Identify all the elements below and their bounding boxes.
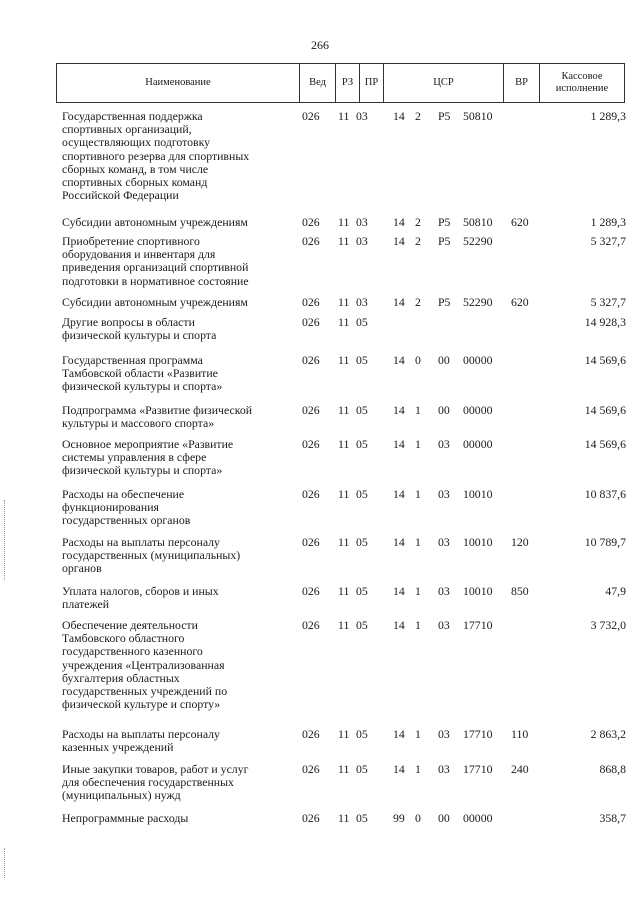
row-rz: 11	[338, 762, 350, 776]
row-csr-2: 1	[415, 584, 421, 598]
row-csr-3: P5	[438, 215, 451, 229]
row-sum: 10 789,7	[584, 535, 626, 549]
row-csr-2: 2	[415, 109, 421, 123]
row-csr-3: 00	[438, 403, 450, 417]
row-rz: 11	[338, 215, 350, 229]
row-csr-4: 00000	[463, 403, 493, 417]
row-name: Иные закупки товаров, работ и услуг для обеспечения государственных (муниципальных) нужд	[62, 762, 249, 803]
row-ved: 026	[302, 403, 320, 417]
row-csr-4: 52290	[463, 234, 493, 248]
row-pr: 03	[356, 109, 368, 123]
row-csr-4: 52290	[463, 295, 493, 309]
row-ved: 026	[302, 215, 320, 229]
row-csr-2: 1	[415, 437, 421, 451]
row-csr-3: P5	[438, 109, 451, 123]
row-csr-3: 00	[438, 353, 450, 367]
row-name: Расходы на обеспечение функционирования государственных органов	[62, 487, 191, 528]
row-name: Другие вопросы в области физической культуры и спорта	[62, 315, 217, 343]
row-pr: 05	[356, 353, 368, 367]
row-csr-4: 10010	[463, 487, 493, 501]
row-csr-2: 1	[415, 727, 421, 741]
row-pr: 05	[356, 535, 368, 549]
row-csr-4: 50810	[463, 215, 493, 229]
header-rz: РЗ	[335, 64, 359, 102]
row-ved: 026	[302, 535, 320, 549]
row-ved: 026	[302, 295, 320, 309]
row-name: Субсидии автономным учреждениям	[62, 295, 248, 309]
row-name: Уплата налогов, сборов и иных платежей	[62, 584, 219, 612]
row-csr-1: 14	[393, 535, 405, 549]
header-name: Наименование	[145, 76, 211, 88]
row-rz: 11	[338, 487, 350, 501]
row-csr-4: 17710	[463, 618, 493, 632]
row-name: Приобретение спортивного оборудования и инвентаря для приведения организаций спортивной подготовки в нормативное состояние	[62, 234, 249, 288]
row-sum: 10 837,6	[584, 487, 626, 501]
row-sum: 5 327,7	[590, 295, 626, 309]
row-csr-3: 03	[438, 487, 450, 501]
row-csr-3: 03	[438, 535, 450, 549]
row-csr-1: 14	[393, 727, 405, 741]
scan-margin-mark	[4, 500, 7, 580]
row-csr-3: 03	[438, 727, 450, 741]
row-pr: 05	[356, 315, 368, 329]
row-pr: 05	[356, 437, 368, 451]
row-csr-1: 14	[393, 234, 405, 248]
row-csr-3: 03	[438, 437, 450, 451]
row-name: Основное мероприятие «Развитие системы управления в сфере физической культуры и спорта»	[62, 437, 234, 478]
row-rz: 11	[338, 535, 350, 549]
header-sum: Кассовое исполнение	[539, 64, 624, 102]
row-csr-4: 17710	[463, 727, 493, 741]
row-name: Субсидии автономным учреждениям	[62, 215, 248, 229]
row-csr-2: 2	[415, 295, 421, 309]
row-ved: 026	[302, 109, 320, 123]
header-vr: ВР	[503, 64, 539, 102]
row-csr-1: 14	[393, 584, 405, 598]
row-csr-1: 14	[393, 403, 405, 417]
row-csr-3: 03	[438, 584, 450, 598]
row-csr-1: 14	[393, 109, 405, 123]
row-ved: 026	[302, 487, 320, 501]
header-csr: ЦСР	[383, 64, 503, 102]
row-name: Подпрограмма «Развитие физической культуры и массового спорта»	[62, 403, 253, 431]
row-pr: 03	[356, 234, 368, 248]
row-name: Обеспечение деятельности Тамбовского областного государственного казенного учреждения «Централизованная бухгалтерия областных государственных учреждений по физической культуре и спорту»	[62, 618, 228, 712]
row-sum: 358,7	[599, 811, 626, 825]
row-ved: 026	[302, 584, 320, 598]
row-csr-2: 1	[415, 487, 421, 501]
row-ved: 026	[302, 353, 320, 367]
row-csr-1: 14	[393, 762, 405, 776]
row-rz: 11	[338, 315, 350, 329]
row-csr-2: 1	[415, 762, 421, 776]
row-pr: 05	[356, 584, 368, 598]
row-sum: 2 863,2	[590, 727, 626, 741]
row-vr: 620	[511, 215, 529, 229]
row-csr-3: 03	[438, 618, 450, 632]
row-sum: 5 327,7	[590, 234, 626, 248]
row-csr-4: 00000	[463, 437, 493, 451]
row-ved: 026	[302, 762, 320, 776]
row-csr-4: 50810	[463, 109, 493, 123]
row-ved: 026	[302, 727, 320, 741]
row-csr-2: 2	[415, 215, 421, 229]
row-csr-4: 17710	[463, 762, 493, 776]
row-name: Государственная поддержка спортивных организаций, осуществляющих подготовку спортивного резерва для спортивных сборных команд, в том числе спортивных сборных команд Российской Федерации	[62, 109, 250, 203]
row-name: Государственная программа Тамбовской области «Развитие физической культуры и спорта»	[62, 353, 223, 394]
row-csr-4: 10010	[463, 535, 493, 549]
row-name: Расходы на выплаты персоналу казенных учреждений	[62, 727, 220, 755]
row-csr-3: 00	[438, 811, 450, 825]
row-rz: 11	[338, 295, 350, 309]
row-ved: 026	[302, 811, 320, 825]
row-pr: 05	[356, 618, 368, 632]
row-csr-3: P5	[438, 295, 451, 309]
row-rz: 11	[338, 109, 350, 123]
row-csr-4: 00000	[463, 353, 493, 367]
row-rz: 11	[338, 234, 350, 248]
row-sum: 868,8	[599, 762, 626, 776]
row-name: Непрограммные расходы	[62, 811, 189, 825]
row-csr-2: 1	[415, 403, 421, 417]
header-pr: ПР	[359, 64, 383, 102]
row-sum: 14 569,6	[584, 437, 626, 451]
row-csr-4: 00000	[463, 811, 493, 825]
row-csr-2: 0	[415, 811, 421, 825]
row-ved: 026	[302, 315, 320, 329]
page-number: 266	[311, 38, 329, 52]
row-csr-1: 14	[393, 487, 405, 501]
row-rz: 11	[338, 727, 350, 741]
row-sum: 1 289,3	[590, 215, 626, 229]
row-ved: 026	[302, 618, 320, 632]
row-csr-2: 1	[415, 618, 421, 632]
row-csr-1: 14	[393, 618, 405, 632]
row-csr-2: 1	[415, 535, 421, 549]
row-sum: 14 569,6	[584, 403, 626, 417]
row-csr-4: 10010	[463, 584, 493, 598]
row-sum: 14 928,3	[584, 315, 626, 329]
row-ved: 026	[302, 437, 320, 451]
header-ved: Вед	[299, 64, 335, 102]
row-vr: 240	[511, 762, 529, 776]
row-pr: 05	[356, 727, 368, 741]
row-vr: 120	[511, 535, 529, 549]
row-csr-3: P5	[438, 234, 451, 248]
row-sum: 14 569,6	[584, 353, 626, 367]
row-rz: 11	[338, 403, 350, 417]
row-sum: 47,9	[605, 584, 626, 598]
scan-margin-mark	[4, 848, 7, 878]
row-rz: 11	[338, 584, 350, 598]
row-csr-2: 2	[415, 234, 421, 248]
row-csr-3: 03	[438, 762, 450, 776]
row-sum: 3 732,0	[590, 618, 626, 632]
row-vr: 110	[511, 727, 529, 741]
row-rz: 11	[338, 811, 350, 825]
row-csr-2: 0	[415, 353, 421, 367]
row-rz: 11	[338, 353, 350, 367]
row-vr: 620	[511, 295, 529, 309]
row-ved: 026	[302, 234, 320, 248]
row-pr: 03	[356, 295, 368, 309]
row-name: Расходы на выплаты персоналу государственных (муниципальных) органов	[62, 535, 241, 576]
row-pr: 05	[356, 403, 368, 417]
row-pr: 05	[356, 487, 368, 501]
row-vr: 850	[511, 584, 529, 598]
row-pr: 05	[356, 811, 368, 825]
row-pr: 05	[356, 762, 368, 776]
row-csr-1: 99	[393, 811, 405, 825]
row-rz: 11	[338, 437, 350, 451]
row-csr-1: 14	[393, 437, 405, 451]
row-csr-1: 14	[393, 353, 405, 367]
row-csr-1: 14	[393, 295, 405, 309]
row-sum: 1 289,3	[590, 109, 626, 123]
row-csr-1: 14	[393, 215, 405, 229]
row-rz: 11	[338, 618, 350, 632]
row-pr: 03	[356, 215, 368, 229]
